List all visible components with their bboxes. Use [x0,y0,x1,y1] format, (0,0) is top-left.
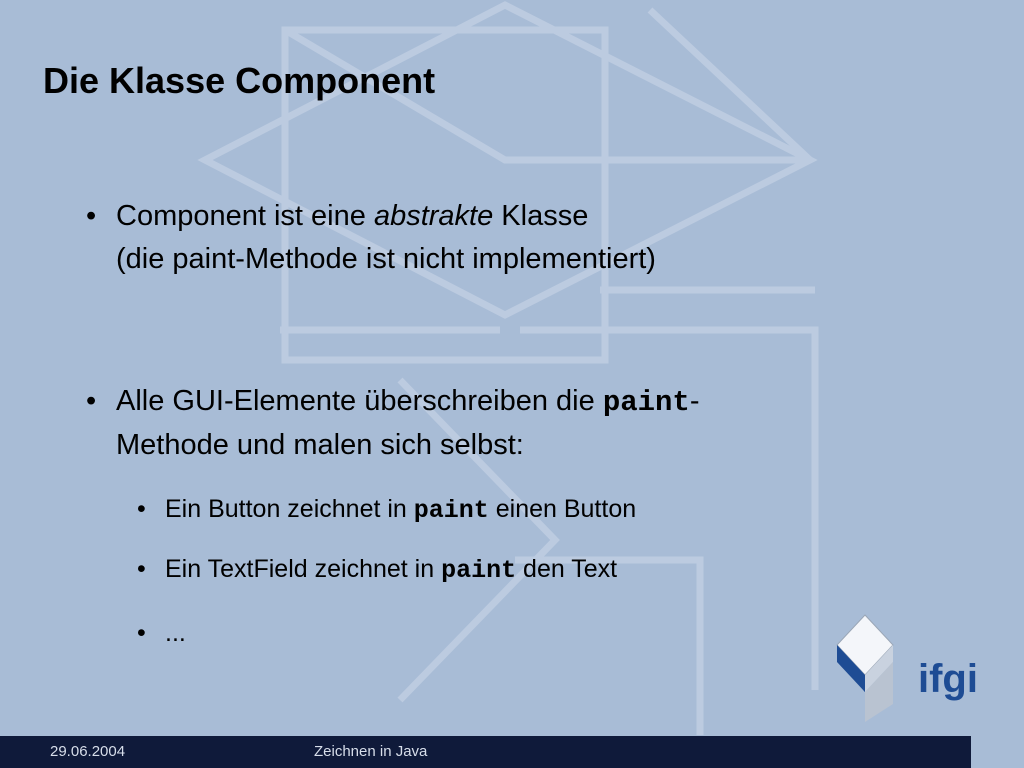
subbullet-marker: • [137,619,146,647]
subbullet-textfield [137,553,618,587]
code-keyword: paint [602,386,690,419]
footer-date: 29.06.2004 [50,743,126,760]
bullet-marker: • [86,200,97,232]
bullet-abstract-class [86,195,656,281]
subbullet-marker: • [137,495,146,523]
bullet-line [116,380,700,424]
slide-title: Die Klasse Component [43,60,436,101]
bullet-emphasis: abstrakte [373,200,494,232]
subbullet-text: Ein TextField zeichnet in [165,555,442,583]
subbullet-text: Ein Button zeichnet in [165,495,414,523]
bullet-line [116,195,656,238]
bullet-text: Klasse [493,200,589,232]
bullet-line: Methode und malen sich selbst: [116,429,524,461]
code-keyword: paint [441,556,517,585]
bullet-marker: • [86,385,97,417]
bullet-text: - [689,385,700,417]
code-keyword: paint [413,496,489,525]
subbullet-ellipsis [137,617,186,649]
footer-title: Zeichnen in Java [314,743,428,760]
subbullet-button [137,493,637,527]
bullet-gui-elements [86,380,700,467]
bullet-text: Alle GUI-Elemente überschreiben die [116,385,603,417]
footer-bar [0,736,971,768]
subbullet-text: ... [165,619,186,647]
ifgi-logo [828,612,978,727]
subbullet-text: den Text [516,555,618,583]
logo-text: ifgi [918,657,978,701]
bullet-line: (die paint-Methode ist nicht implementiert) [116,243,656,275]
subbullet-marker: • [137,555,146,583]
subbullet-text: einen Button [488,495,637,523]
bullet-text: Component ist eine [116,200,374,232]
